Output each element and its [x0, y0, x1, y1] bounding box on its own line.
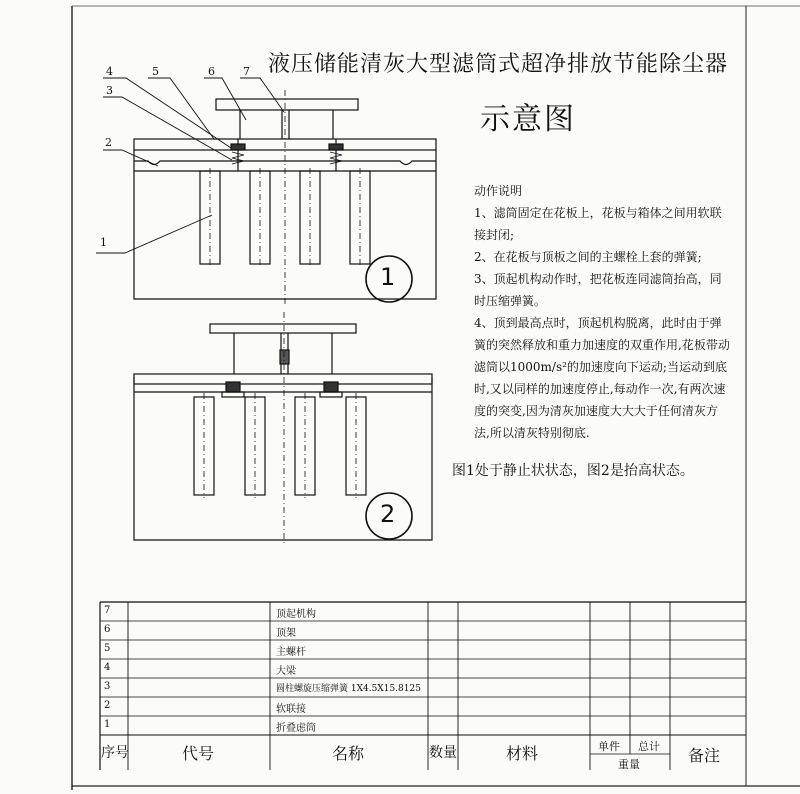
header-code: 代号 [182, 744, 215, 763]
description-item: 4、顶到最高点时，顶起机构脱离，此时由于弹簧的突然释放和重力加速度的双重作用,花板带动滤筒以1000m/s²的加速度向下运动;当运动到底时,又以同样的加速度停止,每动作一次,有两次速度的突变,因为清灰加速度大大大于任何清灰方法,所以清灰特别彻底. [474, 316, 730, 440]
header-weight: 重量 [618, 758, 640, 771]
bom-row-no: 6 [104, 624, 111, 635]
header-name: 名称 [332, 744, 365, 763]
bom-row-name: 大梁 [276, 666, 296, 677]
figure-2-number: 2 [380, 500, 396, 528]
bom-row-no: 4 [104, 662, 111, 673]
action-description [474, 180, 730, 444]
bom-row-name: 主螺杆 [276, 647, 306, 658]
header-qty: 数量 [429, 745, 457, 761]
bom-row-name: 圆柱螺旋压缩弹簧 1X4.5X15.8125 [276, 684, 421, 694]
callout-7: 7 [243, 65, 250, 78]
callout-5: 5 [152, 65, 159, 78]
description-item: 3、顶起机构动作时，把花板连同滤筒抬高，同时压缩弹簧。 [474, 272, 722, 308]
callout-4: 4 [106, 65, 113, 78]
callout-2: 2 [105, 136, 112, 149]
figure-1-number: 1 [380, 263, 396, 291]
bom-row-name: 顶起机构 [276, 609, 316, 620]
bom-row-no: 5 [104, 643, 111, 654]
callout-3: 3 [106, 84, 113, 97]
bom-row-no: 3 [104, 681, 111, 692]
header-total: 总计 [638, 740, 660, 753]
diagram-subtitle: 示意图 [480, 102, 576, 137]
bom-row-name: 折叠虑筒 [276, 723, 316, 734]
description-heading: 动作说明 [474, 184, 523, 198]
header-unit: 单件 [598, 740, 620, 753]
callout-leaders [96, 78, 284, 253]
description-item: 1、滤筒固定在花板上，花板与箱体之间用软联接封闭; [474, 206, 722, 242]
bom-row-name: 顶架 [276, 628, 296, 639]
description-item: 2、在花板与顶板之间的主螺栓上套的弹簧; [474, 250, 702, 264]
status-note: 图1处于静止状状态，图2是抬高状态。 [452, 463, 694, 479]
callout-1: 1 [100, 236, 107, 249]
bom-row-no: 7 [104, 605, 111, 616]
header-no: 序号 [101, 745, 129, 761]
header-material: 材料 [506, 744, 539, 763]
callout-6: 6 [208, 65, 215, 78]
bom-row-name: 软联接 [276, 704, 306, 715]
header-remark: 备注 [688, 746, 721, 765]
bom-row-no: 1 [104, 719, 111, 730]
diagram-title: 液压储能清灰大型滤筒式超净排放节能除尘器 [268, 52, 729, 77]
bom-row-no: 2 [104, 700, 111, 711]
